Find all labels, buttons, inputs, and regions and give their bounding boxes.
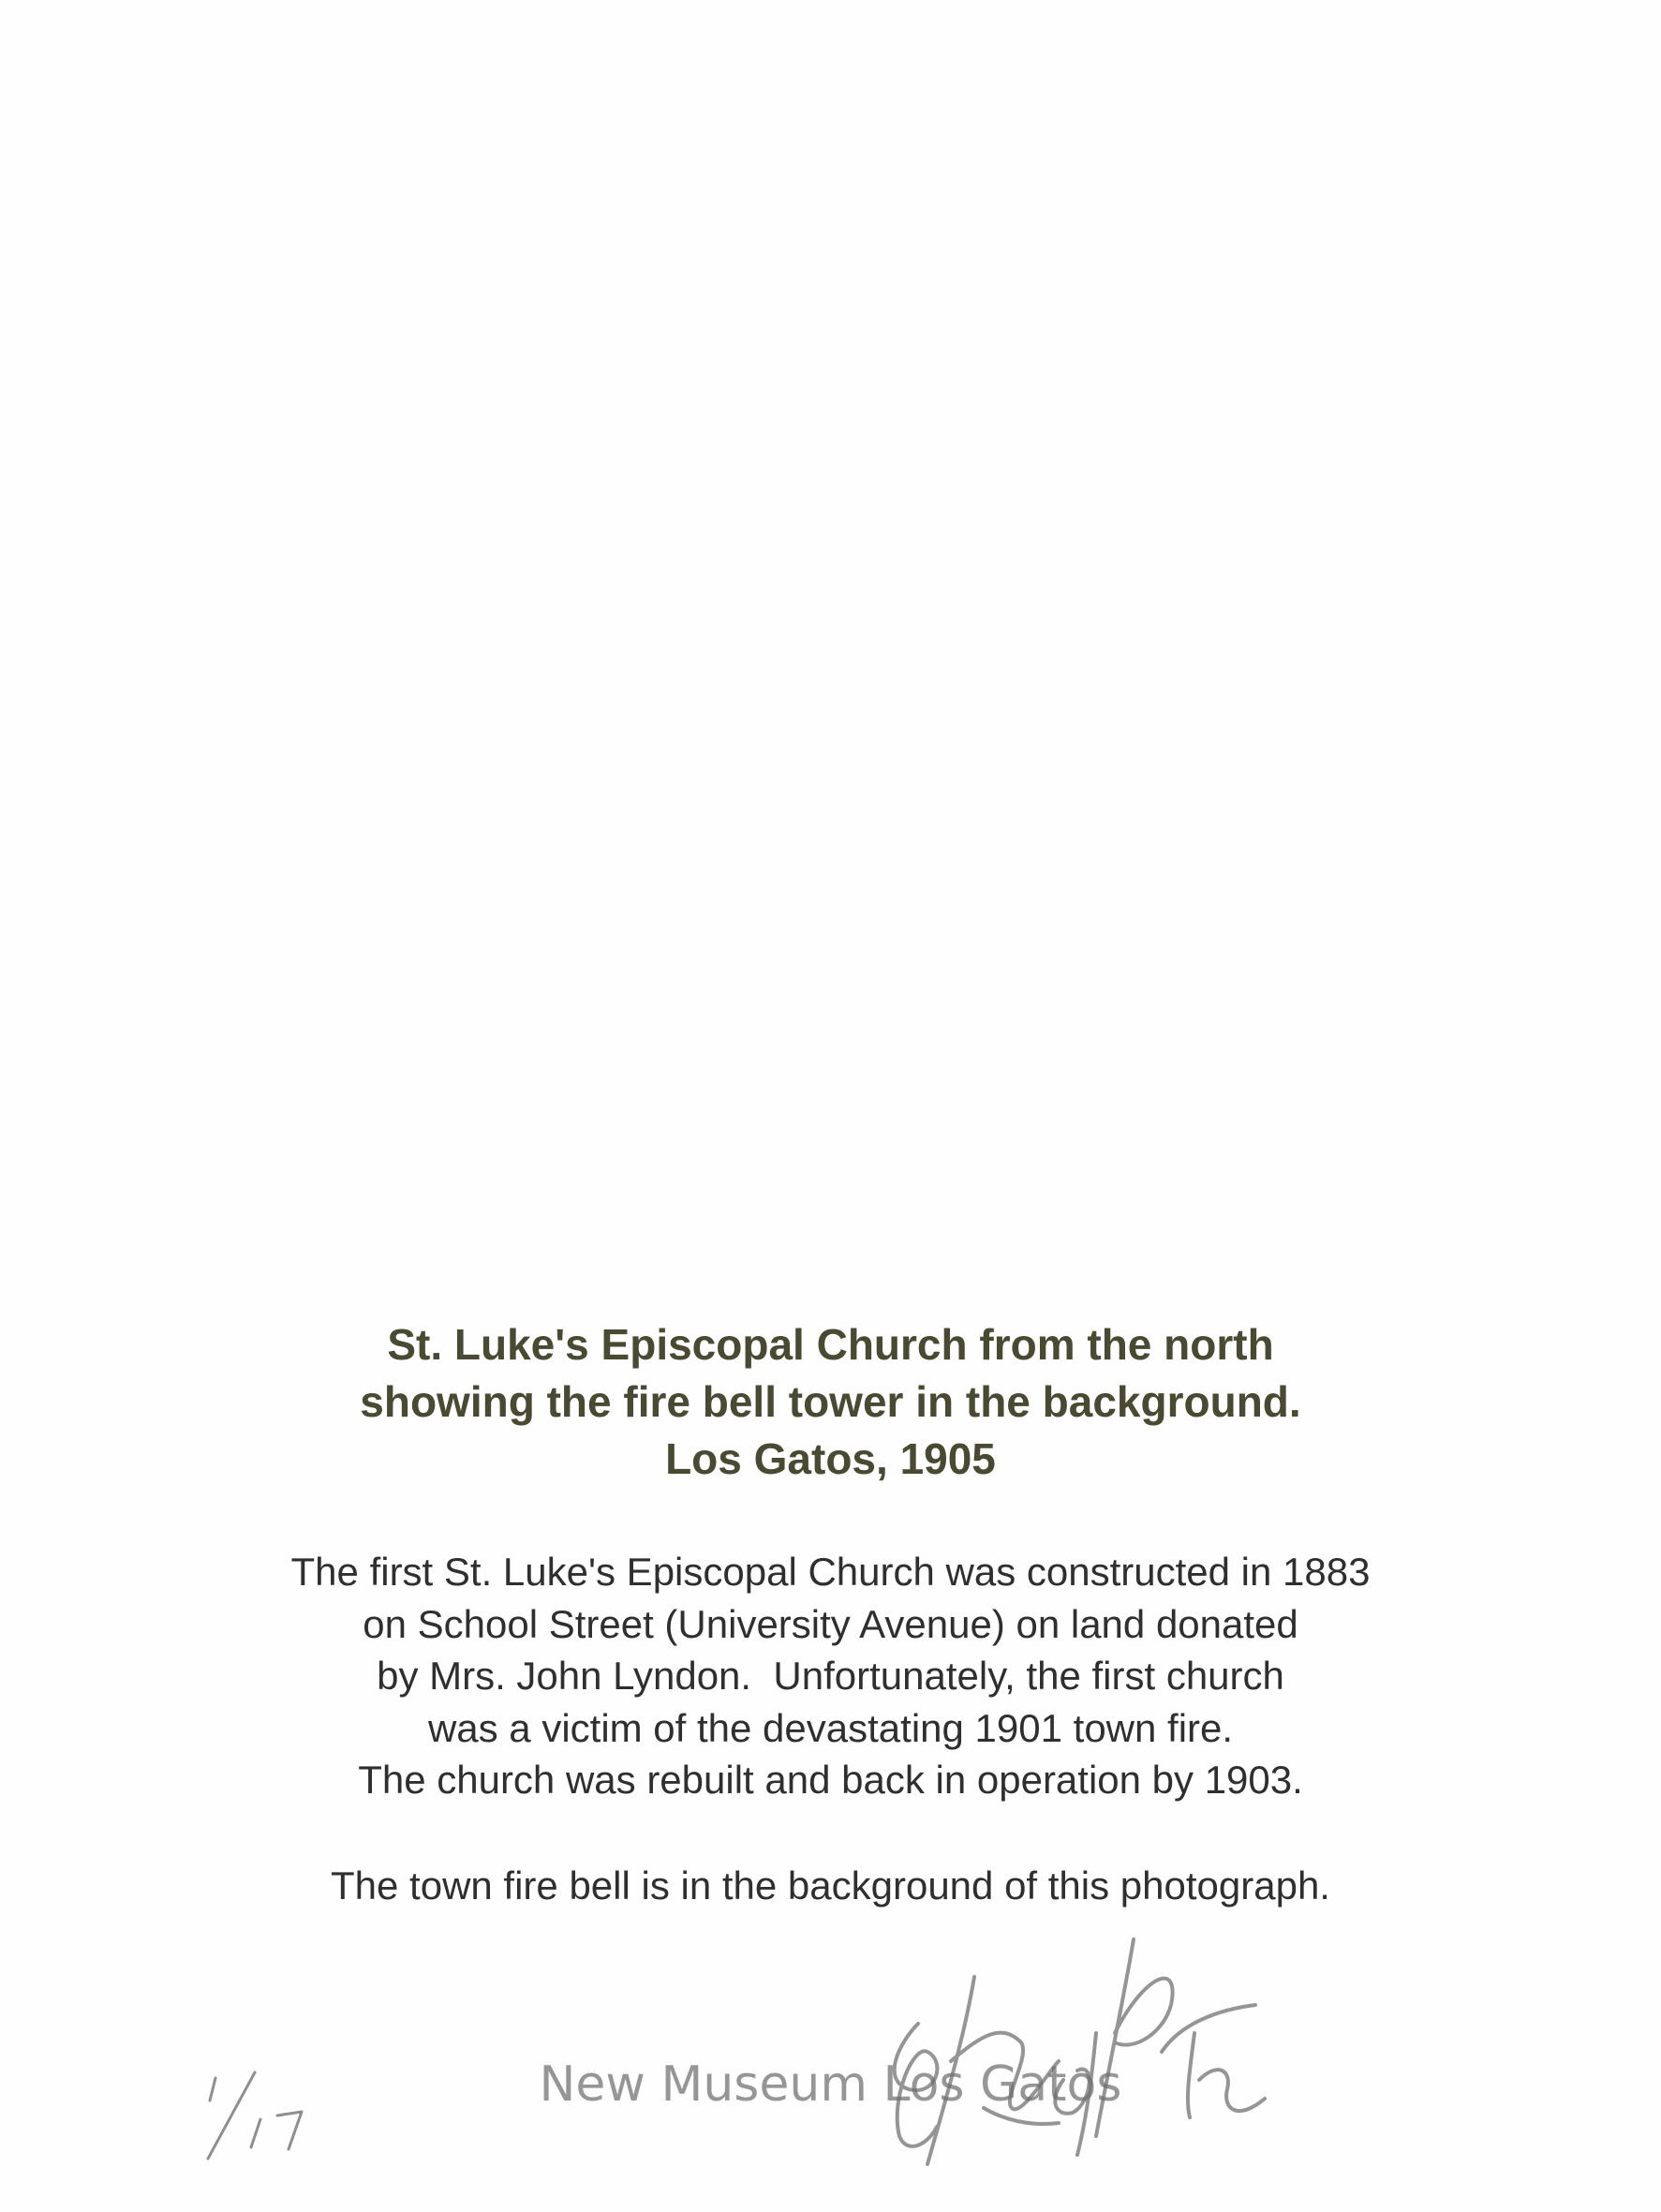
caption-body-line: was a victim of the devastating 1901 town fire. [427,1705,1234,1750]
artist-signature [862,1921,1302,2174]
caption-title [0,1316,1661,1488]
caption-body-line: The first St. Luke's Episcopal Church was constructed in 1883 [290,1550,1371,1594]
caption-body-line: by Mrs. John Lyndon. Unfortunately, the first church [377,1654,1284,1698]
caption-title-line: Los Gatos, 1905 [665,1434,996,1483]
caption-title-line: St. Luke's Episcopal Church from the north [387,1320,1274,1369]
caption-footnote: The town fire bell is in the background of this photograph. [331,1863,1330,1908]
caption-title-line: showing the fire bell tower in the background. [360,1377,1301,1426]
caption-body-line: on School Street (University Avenue) on land donated [363,1601,1298,1646]
watermark: New Museum Los Gatos [539,2056,1122,2113]
caption-body-line: The church was rebuilt and back in operation by 1903. [358,1758,1303,1802]
caption-body [0,1546,1661,1806]
